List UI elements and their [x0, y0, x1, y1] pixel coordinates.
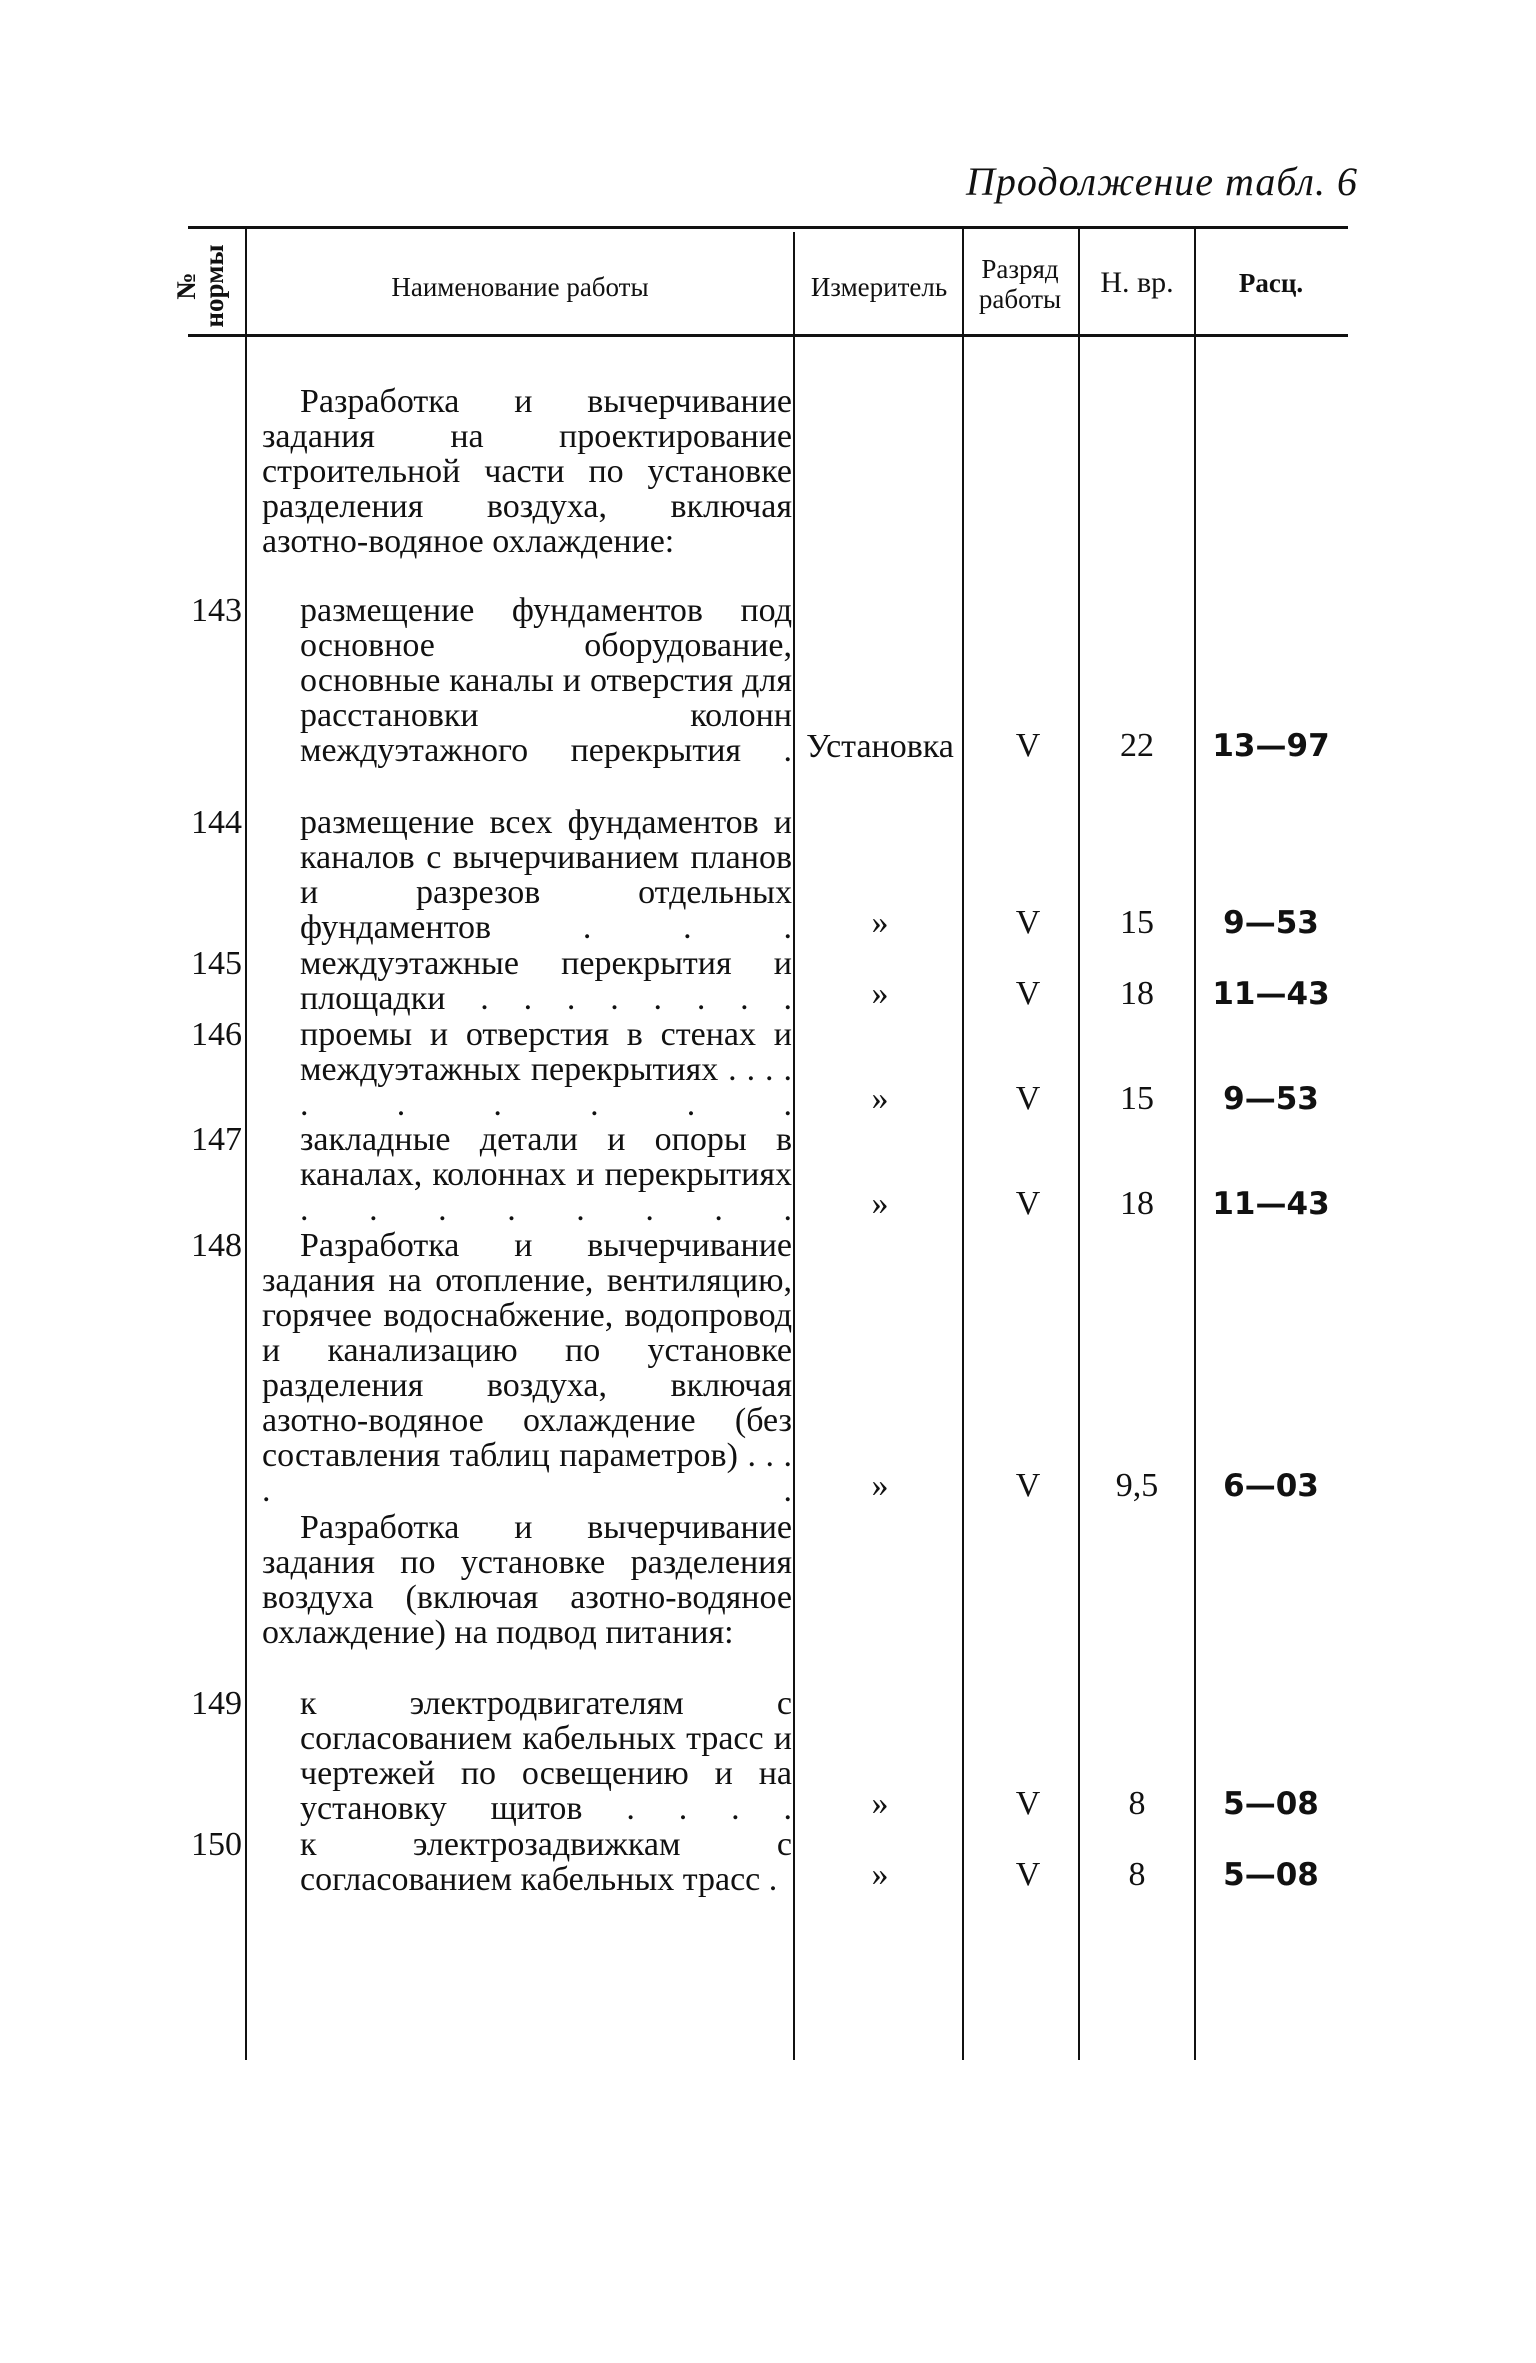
row-145-rate: 11—43: [1212, 976, 1330, 1012]
row-146-unit: »: [871, 1080, 889, 1117]
row-144-time: 15: [1120, 904, 1154, 941]
row-143-name: размещение фундаментов под основное оборудование, основные каналы и отверстия для расстановки колонн междуэтажного перекрытия .: [300, 592, 792, 769]
header-unit: Измеритель: [810, 272, 948, 302]
row-147-rate: 11—43: [1212, 1186, 1330, 1222]
row-147-time: 18: [1120, 1185, 1154, 1222]
row-148-name: Разработка и вычерчивание задания на отопление, вентиляцию, горячее водоснабжение, водопровод и канализацию по установке разделения воздуха, включая азотно-водяное охлаждение (без составления таблиц параметров) . . . . .: [262, 1227, 792, 1509]
header-grade: Разряд работы: [978, 254, 1062, 314]
row-145-time: 18: [1120, 975, 1154, 1012]
row-150-time: 8: [1128, 1856, 1146, 1893]
row-146-no: 146: [191, 1016, 242, 1053]
row-144-grade: V: [1015, 904, 1041, 941]
row-144-unit: »: [871, 904, 889, 941]
row-150-unit: »: [871, 1856, 889, 1893]
row-147-no: 147: [191, 1121, 242, 1158]
row-143-no: 143: [191, 592, 242, 629]
row-144-name: размещение всех фундаментов и каналов с вычерчиванием планов и разрезов отдельных фундаментов . . .: [300, 804, 792, 946]
row-143-rate: 13—97: [1212, 728, 1330, 764]
row-146-time: 15: [1120, 1080, 1154, 1117]
header-time: Н. вр.: [1100, 266, 1174, 299]
row-148-unit: »: [871, 1467, 889, 1504]
row-146-name: проемы и отверстия в стенах и междуэтажных перекрытиях . . . . . . . . . .: [300, 1016, 792, 1123]
section-intro-1: Разработка и вычерчивание задания на проектирование строительной части по установке разделения воздуха, включая азотно-водяное охлаждение:: [262, 383, 792, 560]
row-147-unit: »: [871, 1185, 889, 1222]
row-149-unit: »: [871, 1785, 889, 1822]
row-143-time: 22: [1120, 727, 1154, 764]
row-149-time: 8: [1128, 1785, 1146, 1822]
continuation-title: Продолжение табл. 6: [965, 159, 1358, 204]
header-name: Наименование работы: [391, 272, 649, 302]
row-149-no: 149: [191, 1685, 242, 1722]
header-top-rule: [188, 226, 1348, 229]
row-145-unit: »: [871, 975, 889, 1012]
row-143-grade: V: [1015, 727, 1041, 764]
row-150-grade: V: [1015, 1856, 1041, 1893]
row-148-rate: 6—03: [1223, 1468, 1319, 1504]
row-147-grade: V: [1015, 1185, 1041, 1222]
row-144-rate: 9—53: [1223, 905, 1319, 941]
row-150-no: 150: [191, 1826, 242, 1863]
row-145-no: 145: [191, 945, 242, 982]
row-143-unit: Установка: [806, 728, 954, 765]
row-148-grade: V: [1015, 1467, 1041, 1504]
row-144-no: 144: [191, 804, 242, 841]
row-149-rate: 5—08: [1223, 1786, 1319, 1822]
col-divider-no: [245, 228, 247, 2060]
col-divider-name: [793, 232, 795, 2060]
row-148-time: 9,5: [1115, 1467, 1159, 1504]
section-intro-2: Разработка и вычерчивание задания по установке разделения воздуха (включая азотно-водяное охлаждение) на подвод питания:: [262, 1509, 792, 1651]
header-bottom-rule: [188, 334, 1348, 337]
row-150-name: к электрозадвижкам с согласованием кабельных трасс .: [300, 1826, 792, 1898]
row-145-grade: V: [1015, 975, 1041, 1012]
row-147-name: закладные детали и опоры в каналах, колоннах и перекрытиях . . . . . . . .: [300, 1121, 792, 1228]
header-no: № нормы: [171, 244, 229, 328]
row-145-name: междуэтажные перекрытия и площадки . . . . . . . .: [300, 945, 792, 1017]
col-divider-unit: [962, 228, 964, 2060]
header-rate: Расц.: [1238, 268, 1304, 298]
row-146-rate: 9—53: [1223, 1081, 1319, 1117]
row-146-grade: V: [1015, 1080, 1041, 1117]
row-148-no: 148: [191, 1227, 242, 1264]
row-149-name: к электродвигателям с согласованием кабельных трасс и чертежей по освещению и на установку щитов . . . .: [300, 1685, 792, 1827]
row-150-rate: 5—08: [1223, 1857, 1319, 1893]
row-149-grade: V: [1015, 1785, 1041, 1822]
